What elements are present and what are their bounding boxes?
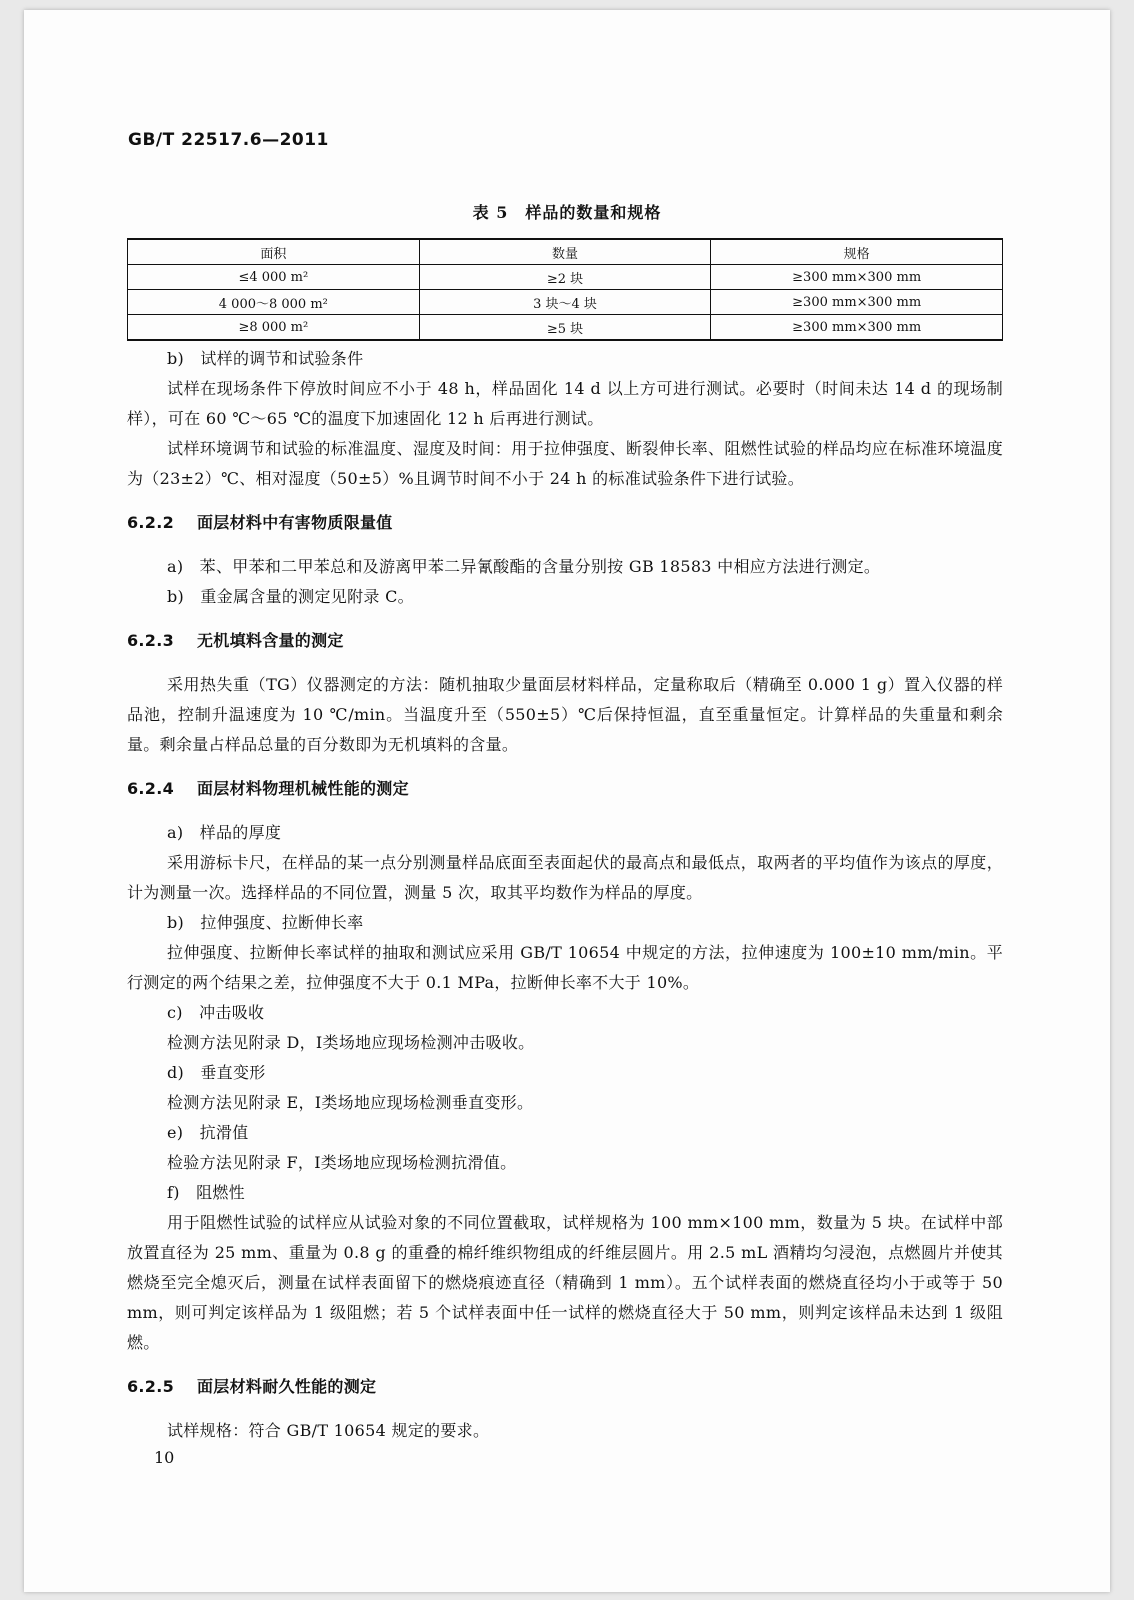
table-cell: ≥300 mm×300 mm [711,315,1003,341]
item-b-conditions-label: b) 试样的调节和试验条件 [167,349,364,368]
table-cell: ≥300 mm×300 mm [711,290,1003,315]
standard-header: GB/T 22517.6—2011 [128,130,329,150]
list-item-label: d) 垂直变形 [167,1063,266,1082]
section-number: 6.2.3 [127,631,175,650]
list-item: a) 苯、甲苯和二甲苯总和及游离甲苯二异氰酸酯的含量分别按 GB 18583 中相应方法进行测定。 [167,557,881,576]
paragraph: 采用热失重（TG）仪器测定的方法：随机抽取少量面层材料样品，定量称取后（精确至 0.000 1 g）置入仪器的样品池，控制升温速度为 10 ℃/min。当温度升至（550±5）℃后保持恒温，直至重量恒定。计算样品的失重量和剩余量。剩余量占样品总量的百分数即为无机填料的含量。 [127,675,1003,754]
section-title: 无机填料含量的测定 [197,631,344,650]
section-title: 面层材料中有害物质限量值 [197,513,393,532]
table-cell: ≤4 000 m² [128,265,420,290]
table-cell: ≥2 块 [419,265,711,290]
paragraph: 用于阻燃性试验的试样应从试验对象的不同位置截取，试样规格为 100 mm×100 mm，数量为 5 块。在试样中部放置直径为 25 mm、重量为 0.8 g 的重叠的棉纤维织物组成的纤维层圆片。用 2.5 mL 酒精均匀浸泡，点燃圆片并使其燃烧至完全熄灭后，测量在试样表面留下的燃烧痕迹直径（精确到 1 mm）。五个试样表面的燃烧直径均小于或等于 50 mm，则可判定该样品为 1 级阻燃；若 5 个试样表面中任一试样的燃烧直径大于 50 mm，则判定该样品未达到 1 级阻燃。 [127,1213,1003,1352]
paragraph: 检测方法见附录 D，Ⅰ类场地应现场检测冲击吸收。 [167,1033,535,1052]
list-item-label: e) 抗滑值 [167,1123,249,1142]
section-heading-6-2-5 [127,1372,1003,1402]
table-cell: ≥300 mm×300 mm [711,265,1003,290]
paragraph: 试样环境调节和试验的标准温度、湿度及时间：用于拉伸强度、断裂伸长率、阻燃性试验的样品均应在标准环境温度为（23±2）℃、相对湿度（50±5）%且调节时间不小于 24 h 的标准试验条件下进行试验。 [127,439,1003,488]
paragraph: 检测方法见附录 E，Ⅰ类场地应现场检测垂直变形。 [167,1093,534,1112]
page-number: 10 [154,1448,175,1467]
list-item-label: a) 样品的厚度 [167,823,282,842]
paragraph: 采用游标卡尺，在样品的某一点分别测量样品底面至表面起伏的最高点和最低点，取两者的平均值作为该点的厚度，计为测量一次。选择样品的不同位置，测量 5 次，取其平均数作为样品的厚度。 [127,853,1003,902]
section-number: 6.2.4 [127,779,175,798]
section-heading-6-2-2 [127,508,1003,538]
document-page [24,10,1110,1592]
paragraph: 检验方法见附录 F，Ⅰ类场地应现场检测抗滑值。 [167,1153,517,1172]
table-caption: 表 5 样品的数量和规格 [472,203,662,222]
section-heading-6-2-4 [127,774,1003,804]
list-item: b) 重金属含量的测定见附录 C。 [167,587,414,606]
body-content [127,344,1003,1446]
section-title: 面层材料耐久性能的测定 [197,1377,377,1396]
table-cell: 3 块～4 块 [419,290,711,315]
table-cell: 4 000～8 000 m² [128,290,420,315]
paragraph: 试样在现场条件下停放时间应不小于 48 h，样品固化 14 d 以上方可进行测试。必要时（时间未达 14 d 的现场制样），可在 60 ℃～65 ℃的温度下加速固化 12 h 后再进行测试。 [127,379,1003,428]
section-heading-6-2-3 [127,626,1003,656]
header-quantity: 数量 [419,239,711,265]
paragraph: 拉伸强度、拉断伸长率试样的抽取和测试应采用 GB/T 10654 中规定的方法，拉伸速度为 100±10 mm/min。平行测定的两个结果之差，拉伸强度不大于 0.1 MPa，拉断伸长率不大于 10%。 [127,943,1003,992]
list-item-label: f) 阻燃性 [167,1183,245,1202]
table-header-row [128,239,1003,265]
header-area: 面积 [128,239,420,265]
sample-spec-table [127,238,1003,341]
table-row [128,290,1003,315]
list-item-label: b) 拉伸强度、拉断伸长率 [167,913,364,932]
table-cell: ≥5 块 [419,315,711,341]
paragraph: 试样规格：符合 GB/T 10654 规定的要求。 [167,1421,490,1440]
table-row [128,265,1003,290]
section-title: 面层材料物理机械性能的测定 [197,779,409,798]
section-number: 6.2.2 [127,513,175,532]
table-row [128,315,1003,341]
table-cell: ≥8 000 m² [128,315,420,341]
section-number: 6.2.5 [127,1377,175,1396]
header-spec: 规格 [711,239,1003,265]
list-item-label: c) 冲击吸收 [167,1003,265,1022]
